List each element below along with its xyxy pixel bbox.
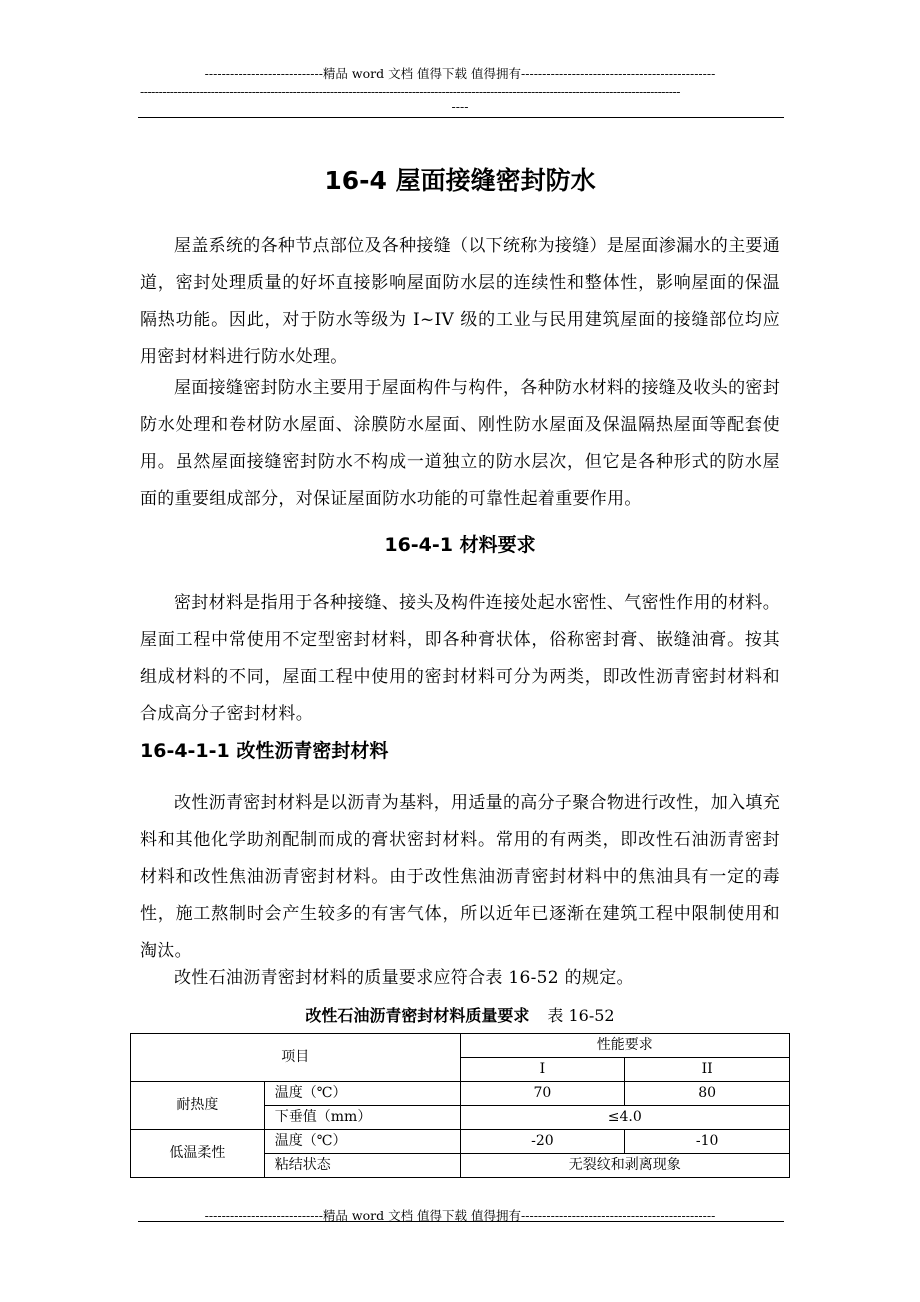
- footer-banner: ----------------------------精品 word 文档 值得下载 值得拥有----------------------------------------------: [204, 1208, 716, 1223]
- header-banner: ----------------------------精品 word 文档 值得下载 值得拥有----------------------------------------------: [204, 66, 716, 81]
- table-row: [131, 1082, 790, 1106]
- section-heading: 16-4-1 材料要求: [384, 534, 536, 556]
- heat-resistance-label: 耐热度: [131, 1082, 265, 1130]
- subsection-heading: 16-4-1-1 改性沥青密封材料: [140, 740, 389, 762]
- cold-temperature-label: 温度（℃）: [264, 1130, 460, 1154]
- table-caption: [0, 1004, 920, 1028]
- paragraph-5: 改性石油沥青密封材料的质量要求应符合表 16-52 的规定。: [174, 968, 634, 988]
- paragraph-1: 屋盖系统的各种节点部位及各种接缝（以下统称为接缝）是屋面渗漏水的主要通道，密封处理质量的好坏直接影响屋面防水层的连续性和整体性，影响屋面的保温隔热功能。因此，对于防水等级为 I~IV 级的工业与民用建筑屋面的接缝部位均应用密封材料进行防水处理。: [140, 236, 780, 367]
- bond-state-value: 无裂纹和剥离现象: [460, 1154, 789, 1178]
- paragraph-4: 改性沥青密封材料是以沥青为基料，用适量的高分子聚合物进行改性，加入填充料和其他化学助剂配制而成的膏状密封材料。常用的有两类，即改性石油沥青密封材料和改性焦油沥青密封材料。由于改性焦油沥青密封材料中的焦油具有一定的毒性，施工熬制时会产生较多的有害气体，所以近年已逐渐在建筑工程中限制使用和淘汰。: [140, 793, 780, 961]
- header-rule: [138, 117, 784, 118]
- quality-requirements-table: [130, 1033, 790, 1178]
- footer-rule: [138, 1221, 784, 1222]
- table-caption-name: 改性石油沥青密封材料质量要求: [305, 1006, 530, 1025]
- header-item-cell: 项目: [131, 1034, 461, 1082]
- table-caption-number: 表 16-52: [547, 1006, 615, 1025]
- heat-temperature-grade-1: 70: [460, 1082, 625, 1106]
- cold-temperature-grade-2: -10: [625, 1130, 790, 1154]
- header-dash-tail: ----: [451, 99, 469, 114]
- header-performance-cell: 性能要求: [460, 1034, 789, 1058]
- heat-temperature-grade-2: 80: [625, 1082, 790, 1106]
- low-temp-flexibility-label: 低温柔性: [131, 1130, 265, 1178]
- heat-temperature-label: 温度（℃）: [264, 1082, 460, 1106]
- grade-2-cell: II: [625, 1058, 790, 1082]
- sag-value-label: 下垂值（mm）: [264, 1106, 460, 1130]
- grade-1-cell: I: [460, 1058, 625, 1082]
- sag-value: ≤4.0: [460, 1106, 789, 1130]
- paragraph-3: 密封材料是指用于各种接缝、接头及构件连接处起水密性、气密性作用的材料。屋面工程中常使用不定型密封材料，即各种膏状体，俗称密封膏、嵌缝油膏。按其组成材料的不同，屋面工程中使用的密封材料可分为两类，即改性沥青密封材料和合成高分子密封材料。: [140, 593, 780, 724]
- page-title: 16-4 屋面接缝密封防水: [324, 166, 596, 195]
- cold-temperature-grade-1: -20: [460, 1130, 625, 1154]
- table-row: [131, 1130, 790, 1154]
- bond-state-label: 粘结状态: [264, 1154, 460, 1178]
- paragraph-2: 屋面接缝密封防水主要用于屋面构件与构件，各种防水材料的接缝及收头的密封防水处理和卷材防水屋面、涂膜防水屋面、刚性防水屋面及保温隔热屋面等配套使用。虽然屋面接缝密封防水不构成一道独立的防水层次，但它是各种形式的防水屋面的重要组成部分，对保证屋面防水功能的可靠性起着重要作用。: [140, 378, 780, 509]
- header-dash-line: -------------------------------------------------------------------------------------------------------------------------------------------------: [140, 84, 680, 99]
- table-header-row: [131, 1034, 790, 1058]
